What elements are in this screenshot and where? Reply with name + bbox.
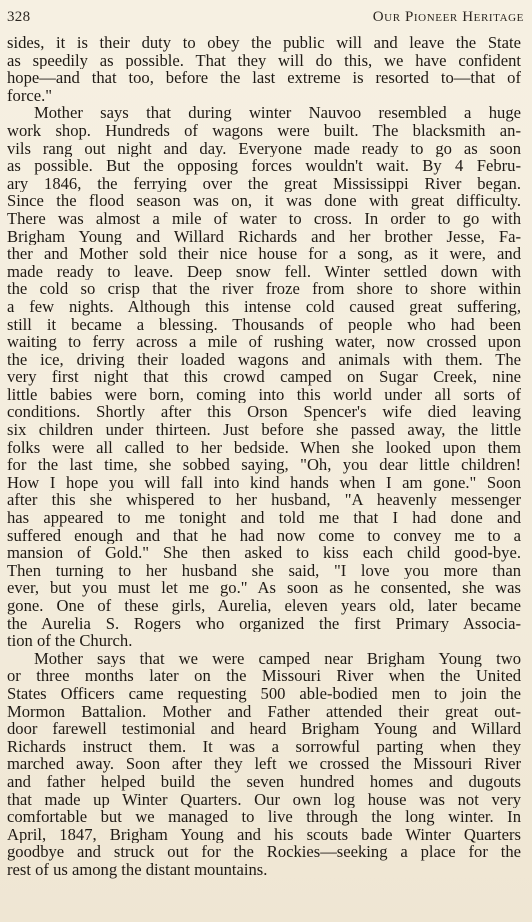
text-line: ary 1846, the ferrying over the great Mississippi River began. bbox=[7, 174, 521, 193]
text-line: There was almost a mile of water to cross. In order to go with bbox=[7, 209, 521, 228]
text-line: marched away. Soon after they left we crossed the Missouri River bbox=[7, 755, 521, 773]
text-line: Mother says that we were camped near Brigham Young two bbox=[34, 649, 521, 668]
text-line: that made up Winter Quarters. Our own log house was not very bbox=[7, 790, 521, 809]
text-line: States Officers came requesting 500 able-bodied men to join the bbox=[7, 684, 521, 703]
text-line: comfortable but we managed to live through the long winter. In bbox=[7, 808, 521, 826]
text-line: Mormon Battalion. Mother and Father attended their great out- bbox=[7, 702, 521, 721]
running-title: Our Pioneer Heritage bbox=[372, 9, 524, 25]
text-line: work shop. Hundreds of wagons were built. The blacksmith an- bbox=[7, 121, 521, 140]
text-line: force." bbox=[7, 86, 53, 105]
text-line: little babies were born, coming into this world under all sorts of bbox=[7, 385, 521, 404]
text-line: hope—and that too, before the last extreme is resorted to—that of bbox=[7, 69, 521, 87]
text-line: sides, it is their duty to obey the public will and leave the State bbox=[7, 34, 521, 52]
text-line: Then turning to her husband she said, "I love you more than bbox=[7, 561, 521, 580]
text-line: Brigham Young and Willard Richards and her brother Jesse, Fa- bbox=[7, 227, 521, 246]
text-line: suffered enough and that he had now come to convey me to a bbox=[7, 526, 521, 545]
text-line: Since the flood season was on, it was done with great difficulty. bbox=[7, 192, 521, 210]
paragraph bbox=[7, 34, 521, 104]
text-line: April, 1847, Brigham Young and his scouts bade Winter Quarters bbox=[7, 825, 521, 844]
text-line: and father helped build the seven hundred homes and dugouts bbox=[7, 772, 521, 791]
text-line: has appeared to me tonight and told me that I had done and bbox=[7, 509, 521, 527]
body-text bbox=[7, 34, 521, 879]
text-line: Richards instruct them. It was a sorrowful parting when they bbox=[7, 737, 521, 756]
text-line: rest of us among the distant mountains. bbox=[7, 860, 268, 879]
page-number: 328 bbox=[7, 9, 31, 25]
text-line: as possible. But the opposing forces wouldn't wait. By 4 Febru- bbox=[7, 157, 521, 175]
text-line: Mother says that during winter Nauvoo resembled a huge bbox=[34, 104, 521, 122]
text-line: six children under thirteen. Just before she passed away, the little bbox=[7, 421, 521, 439]
text-line: or three months later on the Missouri River when the United bbox=[7, 667, 521, 685]
text-line: ther and Mother sold their nice house for a song, as it were, and bbox=[7, 245, 521, 263]
text-line: waiting to ferry across a mile of rushing water, now crossed upon bbox=[7, 333, 521, 351]
text-line: made ready to leave. Deep snow fell. Winter settled down with bbox=[7, 262, 521, 281]
text-line: the cold so crisp that the river froze from shore to shore within bbox=[7, 280, 521, 298]
text-line: the Aurelia S. Rogers who organized the first Primary Associa- bbox=[7, 614, 521, 633]
text-line: a few nights. Although this intense cold caused great suffering, bbox=[7, 297, 521, 316]
text-line: ever, but you must let me go." As soon as he consented, she was bbox=[7, 579, 521, 597]
text-line: door farewell testimonial and heard Brigham Young and Willard bbox=[7, 720, 521, 738]
text-line: mansion of Gold." She then asked to kiss each child good-bye. bbox=[7, 544, 521, 562]
text-line: as speedily as possible. That they will do this, we have confident bbox=[7, 51, 521, 70]
paragraph bbox=[7, 104, 521, 649]
text-line: for the last time, she sobbed saying, "Oh, you dear little children! bbox=[7, 456, 521, 474]
page-header bbox=[7, 9, 524, 29]
text-line: folks were all called to her bedside. When she looked upon them bbox=[7, 438, 521, 457]
text-line: tion of the Church. bbox=[7, 632, 133, 650]
paragraph bbox=[7, 650, 521, 879]
text-line: the ice, driving their loaded wagons and animals with them. The bbox=[7, 350, 521, 369]
text-line: after this she whispered to her husband, "A heavenly messenger bbox=[7, 491, 521, 510]
text-line: very first night that this crowd camped on Sugar Creek, nine bbox=[7, 368, 521, 386]
text-line: gone. One of these girls, Aurelia, eleven years old, later became bbox=[7, 597, 521, 615]
text-line: vils rang out night and day. Everyone made ready to go as soon bbox=[7, 139, 521, 158]
text-line: How I hope you will fall into kind hands when I am gone." Soon bbox=[7, 473, 521, 492]
text-line: goodbye and struck out for the Rockies—seeking a place for the bbox=[7, 843, 521, 861]
text-line: still it became a blessing. Thousands of people who had been bbox=[7, 315, 521, 334]
text-line: conditions. Shortly after this Orson Spencer's wife died leaving bbox=[7, 403, 521, 422]
